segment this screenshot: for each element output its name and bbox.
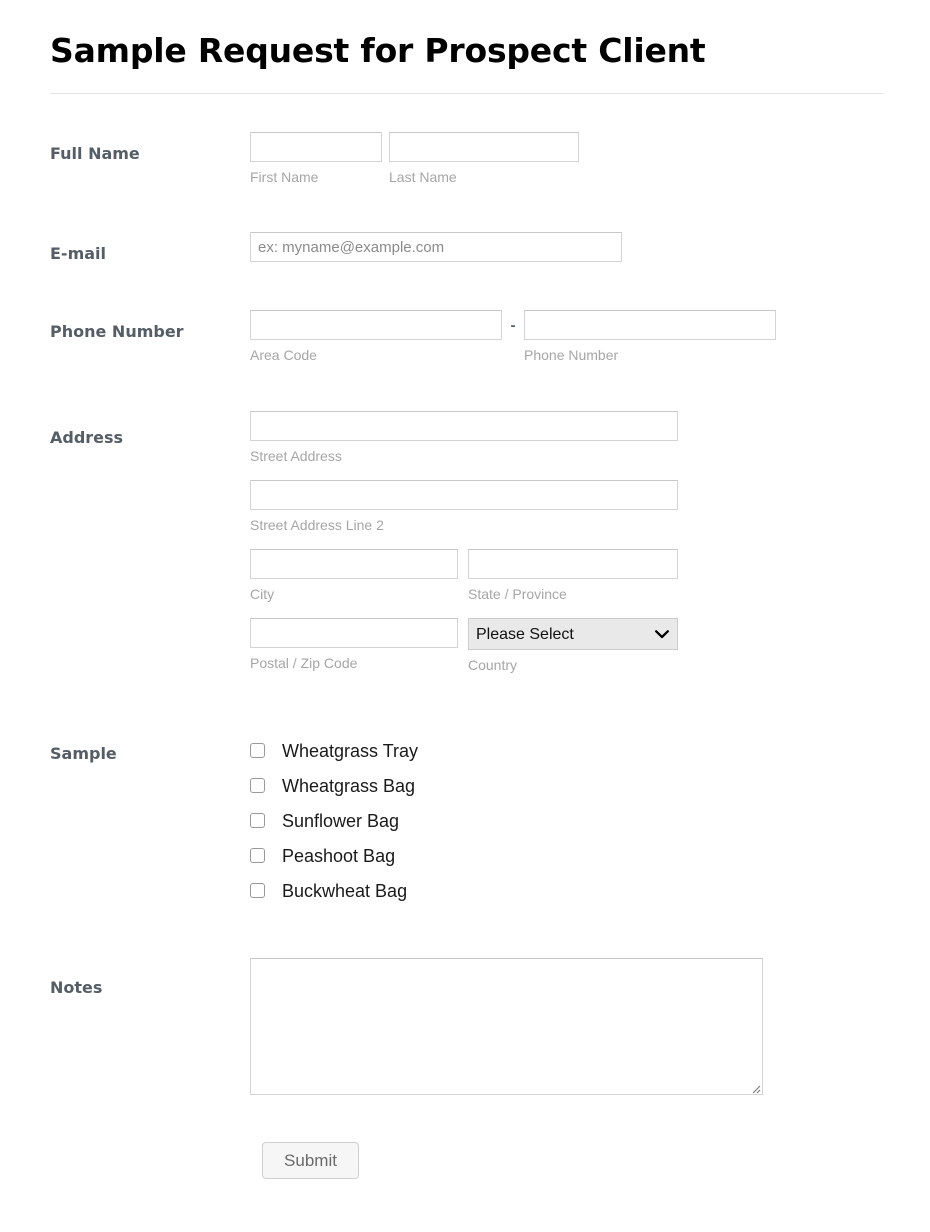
state-province-sublabel: State / Province (468, 586, 567, 603)
submit-body (250, 1142, 883, 1179)
title-divider (50, 93, 883, 94)
checkbox-item-buckwheat-bag[interactable] (250, 873, 883, 908)
checkbox-icon[interactable] (250, 813, 265, 828)
first-name-input[interactable] (250, 132, 382, 162)
street-address-2-group (250, 480, 883, 533)
area-code-sublabel: Area Code (250, 347, 317, 364)
sample-body (250, 730, 883, 908)
field-row-notes (50, 958, 883, 1095)
phone-number-group (524, 310, 776, 363)
submit-spacer (50, 1142, 250, 1154)
checkbox-icon[interactable] (250, 743, 265, 758)
city-input[interactable] (250, 549, 458, 579)
postal-zip-sublabel: Postal / Zip Code (250, 655, 358, 672)
checkbox-icon[interactable] (250, 778, 265, 793)
email-body (250, 232, 883, 262)
notes-label: Notes (50, 978, 103, 998)
field-row-full-name (50, 132, 883, 185)
sample-label: Sample (50, 744, 117, 764)
phone-label: Phone Number (50, 322, 184, 342)
field-row-phone (50, 310, 883, 363)
state-province-input[interactable] (468, 549, 678, 579)
checkbox-icon[interactable] (250, 848, 265, 863)
last-name-group (389, 132, 579, 185)
phone-body (250, 310, 883, 363)
checkbox-item-sunflower-bag[interactable] (250, 803, 883, 838)
checkbox-label: Wheatgrass Tray (282, 740, 419, 761)
checkbox-label: Wheatgrass Bag (282, 775, 416, 796)
state-group (468, 549, 678, 602)
checkbox-label: Peashoot Bag (282, 845, 396, 866)
full-name-body (250, 132, 883, 185)
field-row-email (50, 232, 883, 264)
notes-body (250, 958, 883, 1095)
last-name-input[interactable] (389, 132, 579, 162)
street-address-group (250, 411, 883, 464)
checkbox-icon[interactable] (250, 883, 265, 898)
country-sublabel: Country (468, 657, 518, 674)
field-row-address (50, 411, 883, 673)
form-body (0, 132, 930, 1179)
postal-group (250, 618, 458, 673)
checkbox-item-peashoot-bag[interactable] (250, 838, 883, 873)
first-name-sublabel: First Name (250, 169, 319, 186)
area-code-group (250, 310, 502, 363)
phone-separator: - (510, 317, 516, 335)
phone-number-input[interactable] (524, 310, 776, 340)
submit-button[interactable]: Submit (262, 1142, 359, 1179)
address-label: Address (50, 428, 124, 448)
address-body (250, 411, 883, 673)
field-row-sample (50, 730, 883, 908)
street-address-sublabel: Street Address (250, 448, 342, 465)
country-group (468, 618, 678, 673)
sample-checkbox-list (250, 730, 883, 908)
email-label: E-mail (50, 244, 107, 264)
checkbox-label: Buckwheat Bag (282, 880, 408, 901)
city-sublabel: City (250, 586, 275, 603)
postal-zip-input[interactable] (250, 618, 458, 648)
checkbox-item-wheatgrass-tray[interactable] (250, 733, 883, 768)
city-state-row (250, 549, 883, 602)
street-address-input[interactable] (250, 411, 678, 441)
phone-number-sublabel: Phone Number (524, 347, 619, 364)
street-address-2-sublabel: Street Address Line 2 (250, 517, 384, 534)
last-name-sublabel: Last Name (389, 169, 457, 186)
country-select[interactable] (468, 618, 678, 650)
notes-textarea[interactable] (250, 958, 763, 1095)
street-address-2-input[interactable] (250, 480, 678, 510)
email-input[interactable] (250, 232, 622, 262)
checkbox-item-wheatgrass-bag[interactable] (250, 768, 883, 803)
form-header (0, 0, 930, 94)
city-group (250, 549, 458, 602)
area-code-input[interactable] (250, 310, 502, 340)
full-name-label: Full Name (50, 144, 140, 164)
page-title: Sample Request for Prospect Client (50, 31, 706, 70)
field-row-submit (50, 1142, 883, 1179)
checkbox-label: Sunflower Bag (282, 810, 400, 831)
postal-country-row (250, 618, 883, 673)
first-name-group (250, 132, 382, 185)
